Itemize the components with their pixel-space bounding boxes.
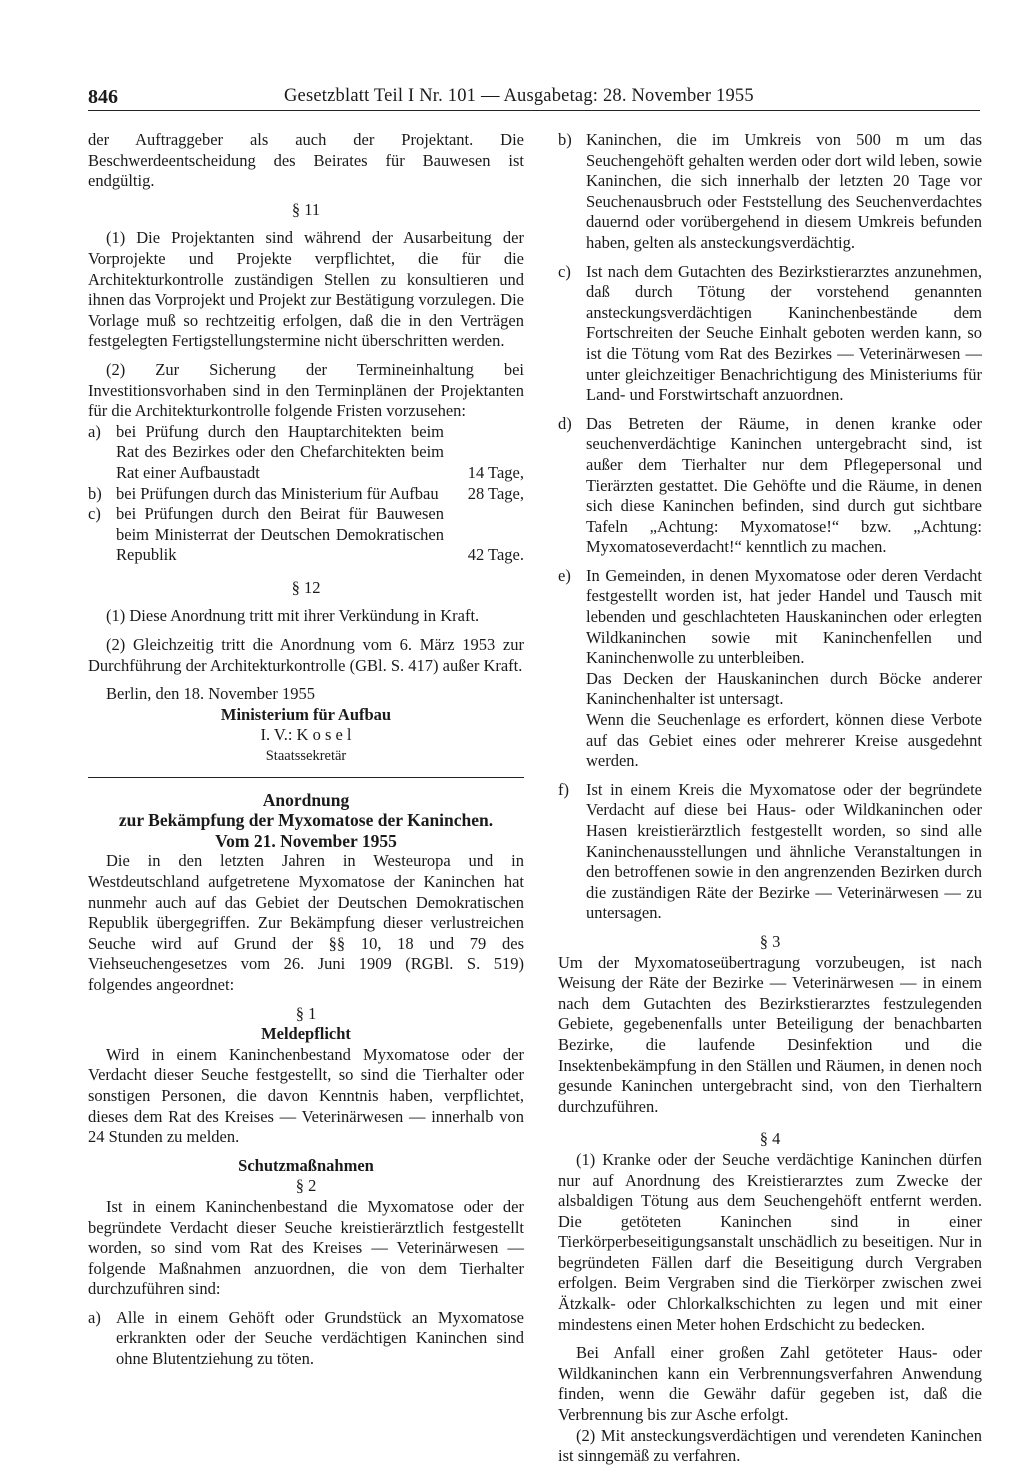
section-4-heading: § 4: [759, 1129, 781, 1149]
deadline-value: 28 Tage,: [467, 483, 524, 503]
deadline-item: [88, 484, 524, 505]
right-column: [558, 130, 982, 1467]
ordinance-date: Vom 21. November 1955: [215, 830, 397, 851]
measure-label: f): [558, 779, 569, 799]
measure-label: e): [558, 565, 571, 585]
deadline-text: bei Prüfungen durch den Beirat für Bauwesen beim Ministerrat der Deutschen Demokratischen Republik: [116, 504, 444, 565]
gazette-title: Gesetzblatt Teil I Nr. 101 — Ausgabetag: 28. November 1955: [284, 86, 754, 106]
measure-label: c): [558, 261, 571, 281]
deadline-label: b): [88, 483, 102, 503]
deadline-value: 42 Tage.: [467, 545, 524, 565]
section-1-heading: § 1: [295, 1003, 317, 1023]
section-3-heading: § 3: [759, 931, 781, 951]
section-12-paragraph-2: (2) Gleichzeitig tritt die Anordnung vom 6. März 1953 zur Durchführung der Architekturkontrolle (GBl. S. 417) außer Kraft.: [88, 635, 524, 675]
protective-measures-title: Schutzmaßnahmen: [238, 1155, 374, 1175]
measure-label: b): [558, 130, 572, 149]
ministry-name: Ministerium für Aufbau: [220, 704, 392, 724]
section-2-text: Ist in einem Kaninchenbestand die Myxomatose oder der begründete Verdacht dieser Seuche kreistierärztlich festgestellt worden, so sind vom Rat des Kreises — Veterinärwesen — folgende Maßnahmen anzuordnen, die von dem Tierhalter durchzuführen sind:: [88, 1196, 524, 1299]
section-11-paragraph-2: (2) Zur Sicherung der Termineinhaltung bei Investitionsvorhaben sind in den Terminplänen der Projektanten für die Architekturkontrolle folgende Fristen vorzusehen:: [88, 359, 524, 421]
measure-label: d): [558, 413, 572, 433]
section-4-paragraph-1: (1) Kranke oder der Seuche verdächtige Kaninchen dürfen nur auf Anordnung des Kreistierarztes zum Zwecke der alsbaldigen Tötung aus dem Seuchengehöft entfernt werden. Die getöteten Kaninchen sind in einer Tierkörperbeseitigungsanstalt unschädlich zu beseitigen. Nur in begründeten Fällen darf die Beseitigung durch Vergraben erfolgen. Beim Vergraben sind die Tierkörper zwischen zwei Ätzkalk- oder Chlorkalkschichten zu legen und mit einer mindestens einen Meter hohen Erdschicht zu bedecken.: [558, 1149, 982, 1334]
section-1-text: Wird in einem Kaninchenbestand Myxomatose oder der Verdacht dieser Seuche festgestellt, so sind die Tierhalter oder sonstigen Personen, die davon Kenntnis haben, verpflichtet, dieses dem Rat des Kreises — Veterinärwesen — innerhalb von 24 Stunden zu melden.: [88, 1044, 524, 1147]
measure-item: [558, 414, 982, 558]
ordinance-subtitle: zur Bekämpfung der Myxomatose der Kaninchen.: [118, 810, 494, 831]
measure-item: [558, 566, 982, 669]
measure-text: In Gemeinden, in denen Myxomatose oder deren Verdacht festgestellt worden ist, hat jeder Handel und Tausch mit lebenden und geschlachteten Hauskaninchen oder erlegten Wildkaninchen sowie mit Kaninchenfellen und Kaninchenwolle zu unterbleiben.: [586, 565, 982, 668]
deadline-item: [88, 422, 524, 484]
left-column: [88, 130, 524, 1370]
measure-continuation: Wenn die Seuchenlage es erfordert, können diese Verbote auf das Gebiet eines oder mehrerer Kreise ausgedehnt werden.: [586, 710, 982, 771]
section-4-paragraph-1b: Bei Anfall einer großen Zahl getöteter Haus- oder Wildkaninchen kann ein Verbrennungsverfahren Anwendung finden, wenn die Gewähr dafür gegeben ist, daß die Verbrennung bis zur Asche erfolgt.: [558, 1343, 982, 1425]
measure-item: [558, 130, 982, 254]
deadline-label: a): [88, 421, 101, 441]
section-11-paragraph-1: (1) Die Projektanten sind während der Ausarbeitung der Vorprojekte und Projekte verpflichtet, die für die Architekturkontrolle zuständigen Stellen zu konsultieren und ihnen das Vorprojekt und Projekt zur Bestätigung vorzulegen. Die Vorlage muß so rechtzeitig erfolgen, daß die in den Verträgen festgelegten Fertigstellungstermine nicht überschritten werden.: [88, 228, 524, 351]
ordinance-title: Anordnung: [262, 789, 350, 810]
measure-text: Das Betreten der Räume, in denen kranke oder seuchenverdächtige Kaninchen untergebracht sind, ist außer dem Tierhalter nur dem Pflegepersonal und Tierärzten gestattet. Die Gehöfte und die Räume, in denen sich diese Kaninchen befinden, sind durch gut sichtbare Tafeln „Achtung: Myxomatose!“ bzw. „Achtung: Myxomatoseverdacht!“ kenntlich zu machen.: [586, 413, 982, 557]
section-1-title: Meldepflicht: [261, 1024, 351, 1044]
section-12-paragraph-1: (1) Diese Anordnung tritt mit ihrer Verkündung in Kraft.: [106, 606, 480, 626]
measure-text: Alle in einem Gehöft oder Grundstück an Myxomatose erkrankten oder der Seuche verdächtigen Kaninchen sind ohne Blutentziehung zu töten.: [116, 1307, 524, 1369]
section-4-paragraph-2: (2) Mit ansteckungsverdächtigen und verendeten Kaninchen ist sinngemäß zu verfahren.: [558, 1425, 982, 1466]
deadline-item: [88, 504, 524, 566]
continued-paragraph: der Auftraggeber als auch der Projektant. Die Beschwerdeentscheidung des Beirates für Bauwesen ist endgültig.: [88, 130, 524, 191]
section-12-heading: § 12: [291, 577, 321, 597]
section-11-heading: § 11: [291, 199, 321, 219]
measure-label: a): [88, 1307, 101, 1327]
section-2-heading: § 2: [295, 1176, 317, 1196]
measure-item: [558, 262, 982, 406]
deadline-text: bei Prüfungen durch das Ministerium für Aufbau: [116, 483, 439, 503]
measure-item: [88, 1308, 524, 1370]
measure-text: Ist in einem Kreis die Myxomatose oder der begründete Verdacht auf diese bei Haus- oder Wildkaninchen oder Hasen kreistierärztlich festgestellt worden, so sind alle Kaninchenausstellungen und ähnliche Veranstaltungen in den betroffenen sowie in den angrenzenden Bezirken durch die zuständigen Räte der Bezirke — Veterinärwesen — zu untersagen.: [586, 779, 982, 923]
deadline-text: bei Prüfung durch den Hauptarchitekten beim Rat des Bezirkes oder den Chefarchitekten beim Rat einer Aufbaustadt: [116, 421, 444, 482]
signer-title: Staatssekretär: [265, 748, 347, 765]
measure-item: [558, 780, 982, 924]
section-3-text: Um der Myxomatoseübertragung vorzubeugen, ist nach Weisung der Räte der Bezirke — Veterinärwesen — in einem nach dem Gutachten des Bezirkstierarztes festzulegenden Gebiete, gegebenenfalls unter Beteiligung der benachbarten Bezirke, die laufende Desinfektion und die Insektenbekämpfung in den Ställen und Räumen, in denen noch gesunde Kaninchen untergebracht sind, von den Tierhaltern durchzuführen.: [558, 952, 982, 1116]
deadline-label: c): [88, 504, 101, 524]
page-header: [88, 86, 980, 111]
date-line: Berlin, den 18. November 1955: [106, 684, 315, 704]
page-number: 846: [88, 86, 118, 108]
measure-continuation: Das Decken der Hauskaninchen durch Böcke anderer Kaninchenhalter ist untersagt.: [586, 668, 982, 709]
measure-text: Kaninchen, die im Umkreis von 500 m um das Seuchengehöft gehalten werden oder dort wild leben, sowie Kaninchen, die sich innerhalb der letzten 20 Tage vor Seuchenausbruch oder Feststellung des Seuchenverdachtes dauernd oder vorübergehend in diesem Umkreis befunden haben, gelten als ansteckungsverdächtig.: [586, 130, 982, 252]
deadline-value: 14 Tage,: [467, 462, 524, 482]
divider: [88, 777, 524, 778]
measure-text: Ist nach dem Gutachten des Bezirkstierarztes anzunehmen, daß durch Tötung der vorstehend genannten ansteckungsverdächtigen Kaninchenbestände dem Fortschreiten der Seuche Einhalt geboten werden kann, so ist die Tötung vom Rat des Bezirkes — Veterinärwesen — unter gleichzeitiger Benachrichtigung des Ministeriums für Land- und Forstwirtschaft anzuordnen.: [586, 261, 982, 405]
ordinance-preamble: Die in den letzten Jahren in Westeuropa und in Westdeutschland aufgetretene Myxomatose der Kaninchen hat nunmehr auch auf das Gebiet der Deutschen Demokratischen Republik übergegriffen. Zur Bekämpfung dieser verlustreichen Seuche wird auf Grund der §§ 10, 18 und 79 des Viehseuchengesetzes vom 26. Juni 1909 (RGBl. S. 519) folgendes angeordnet:: [88, 851, 524, 994]
signer: I. V.: K o s e l: [260, 725, 352, 745]
